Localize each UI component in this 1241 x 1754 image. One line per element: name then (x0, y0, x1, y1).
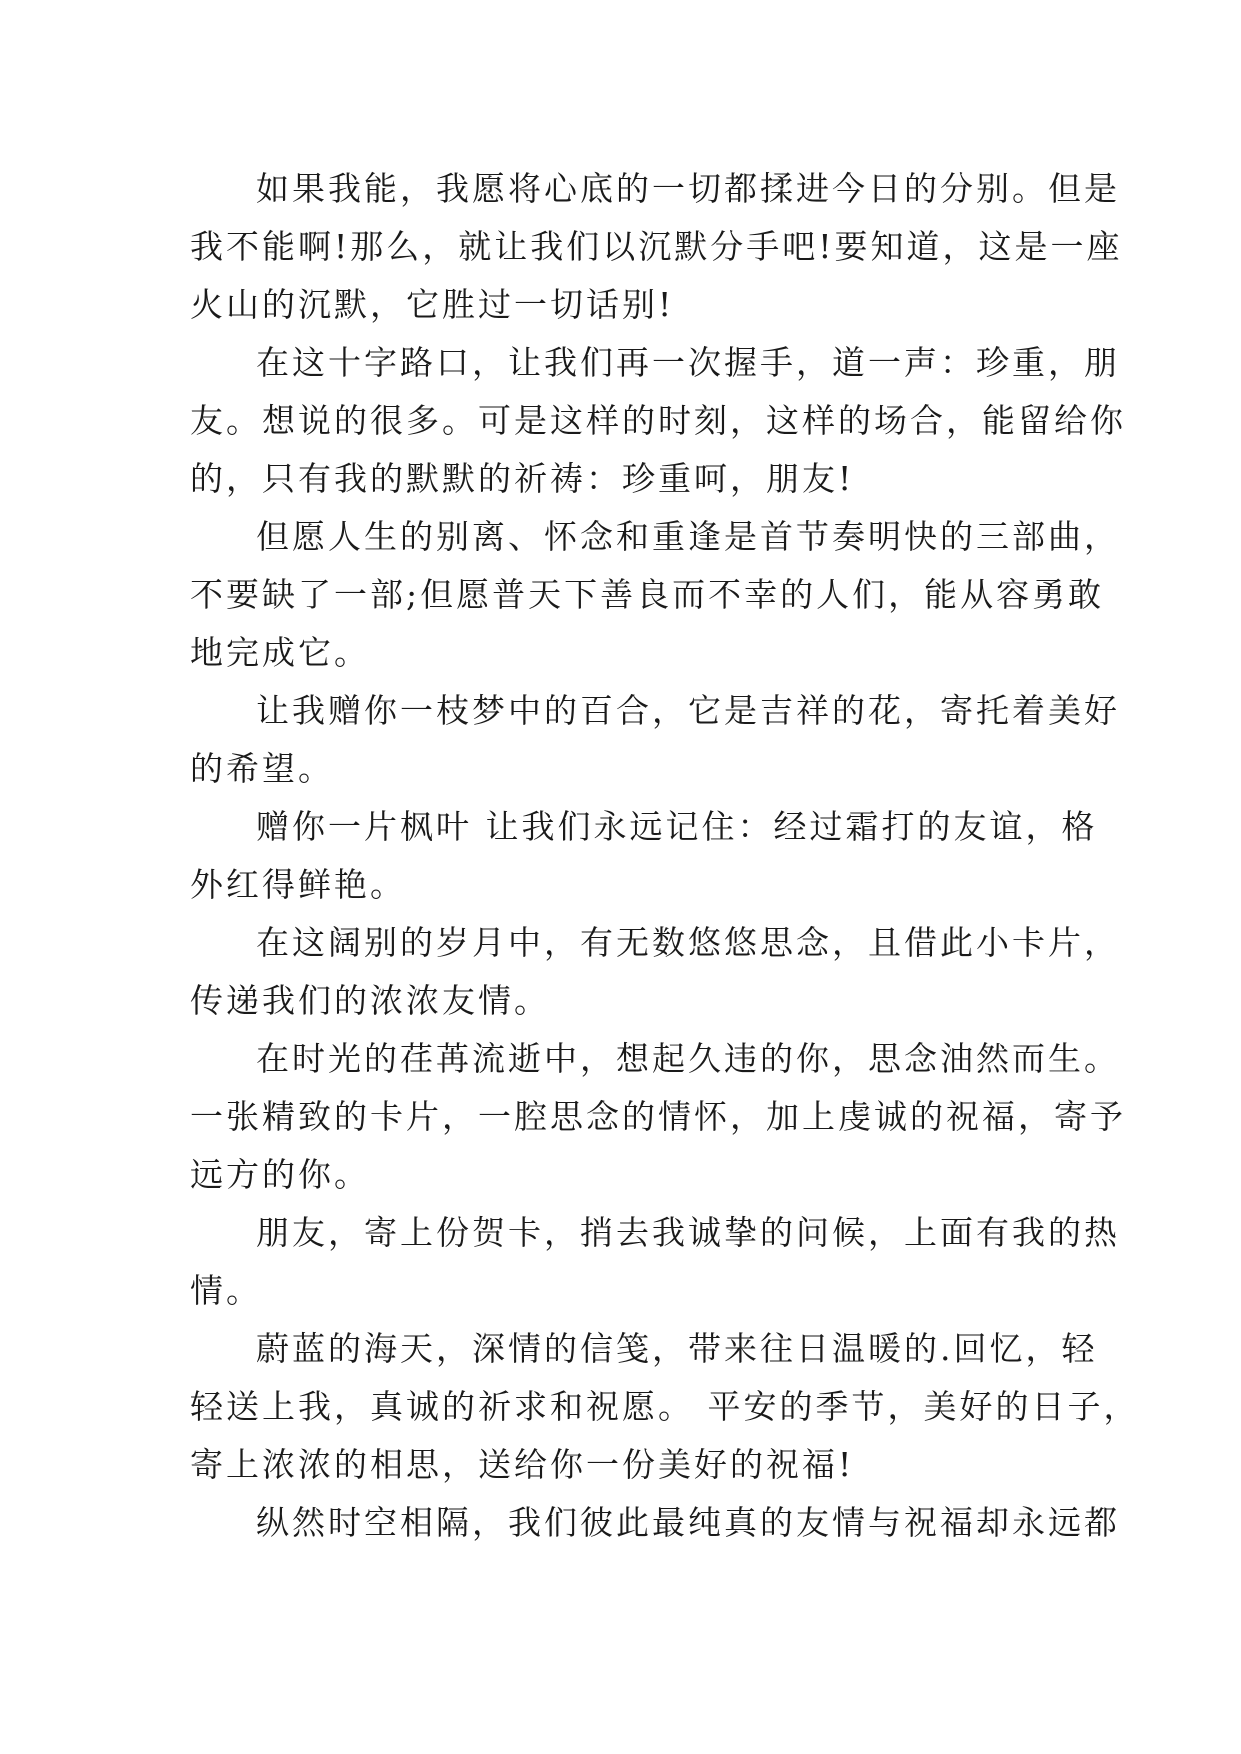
text-line: 友。想说的很多。可是这样的时刻，这样的场合，能留给你 (190, 401, 1126, 440)
text-line: 地完成它。 (190, 633, 370, 672)
text-line: 的，只有我的默默的祈祷：珍重呵，朋友! (190, 459, 855, 498)
text-line: 我不能啊!那么，就让我们以沉默分手吧!要知道，这是一座 (190, 227, 1123, 266)
text-line: 在时光的荏苒流逝中，想起久违的你，思念油然而生。 (256, 1039, 1120, 1078)
text-line: 在这十字路口，让我们再一次握手，道一声：珍重，朋 (256, 343, 1120, 382)
text-line: 在这阔别的岁月中，有无数悠悠思念，且借此小卡片， (256, 923, 1120, 962)
text-line: 纵然时空相隔，我们彼此最纯真的友情与祝福却永远都 (256, 1503, 1120, 1542)
text-line: 但愿人生的别离、怀念和重逢是首节奏明快的三部曲， (256, 517, 1120, 556)
text-line: 轻送上我，真诚的祈求和祝愿。 平安的季节，美好的日子， (190, 1387, 1140, 1426)
text-line: 朋友，寄上份贺卡，捎去我诚挚的问候，上面有我的热 (256, 1213, 1120, 1252)
text-line: 外红得鲜艳。 (190, 865, 406, 904)
text-line: 火山的沉默，它胜过一切话别! (190, 285, 675, 324)
document-body (190, 160, 1140, 1552)
text-line: 情。 (190, 1271, 262, 1310)
text-line: 一张精致的卡片，一腔思念的情怀，加上虔诚的祝福，寄予 (190, 1097, 1126, 1136)
text-line: 远方的你。 (190, 1155, 370, 1194)
text-line: 不要缺了一部;但愿普天下善良而不幸的人们，能从容勇敢 (190, 575, 1105, 614)
text-line: 赠你一片枫叶 让我们永远记住：经过霜打的友谊，格 (256, 807, 1098, 846)
text-line: 蔚蓝的海天，深情的信笺，带来往日温暖的.回忆，轻 (256, 1329, 1098, 1368)
text-line: 如果我能，我愿将心底的一切都揉进今日的分别。但是 (256, 169, 1120, 208)
text-line: 寄上浓浓的相思，送给你一份美好的祝福! (190, 1445, 855, 1484)
text-line: 传递我们的浓浓友情。 (190, 981, 550, 1020)
text-line: 的希望。 (190, 749, 334, 788)
text-line: 让我赠你一枝梦中的百合，它是吉祥的花，寄托着美好 (256, 691, 1120, 730)
